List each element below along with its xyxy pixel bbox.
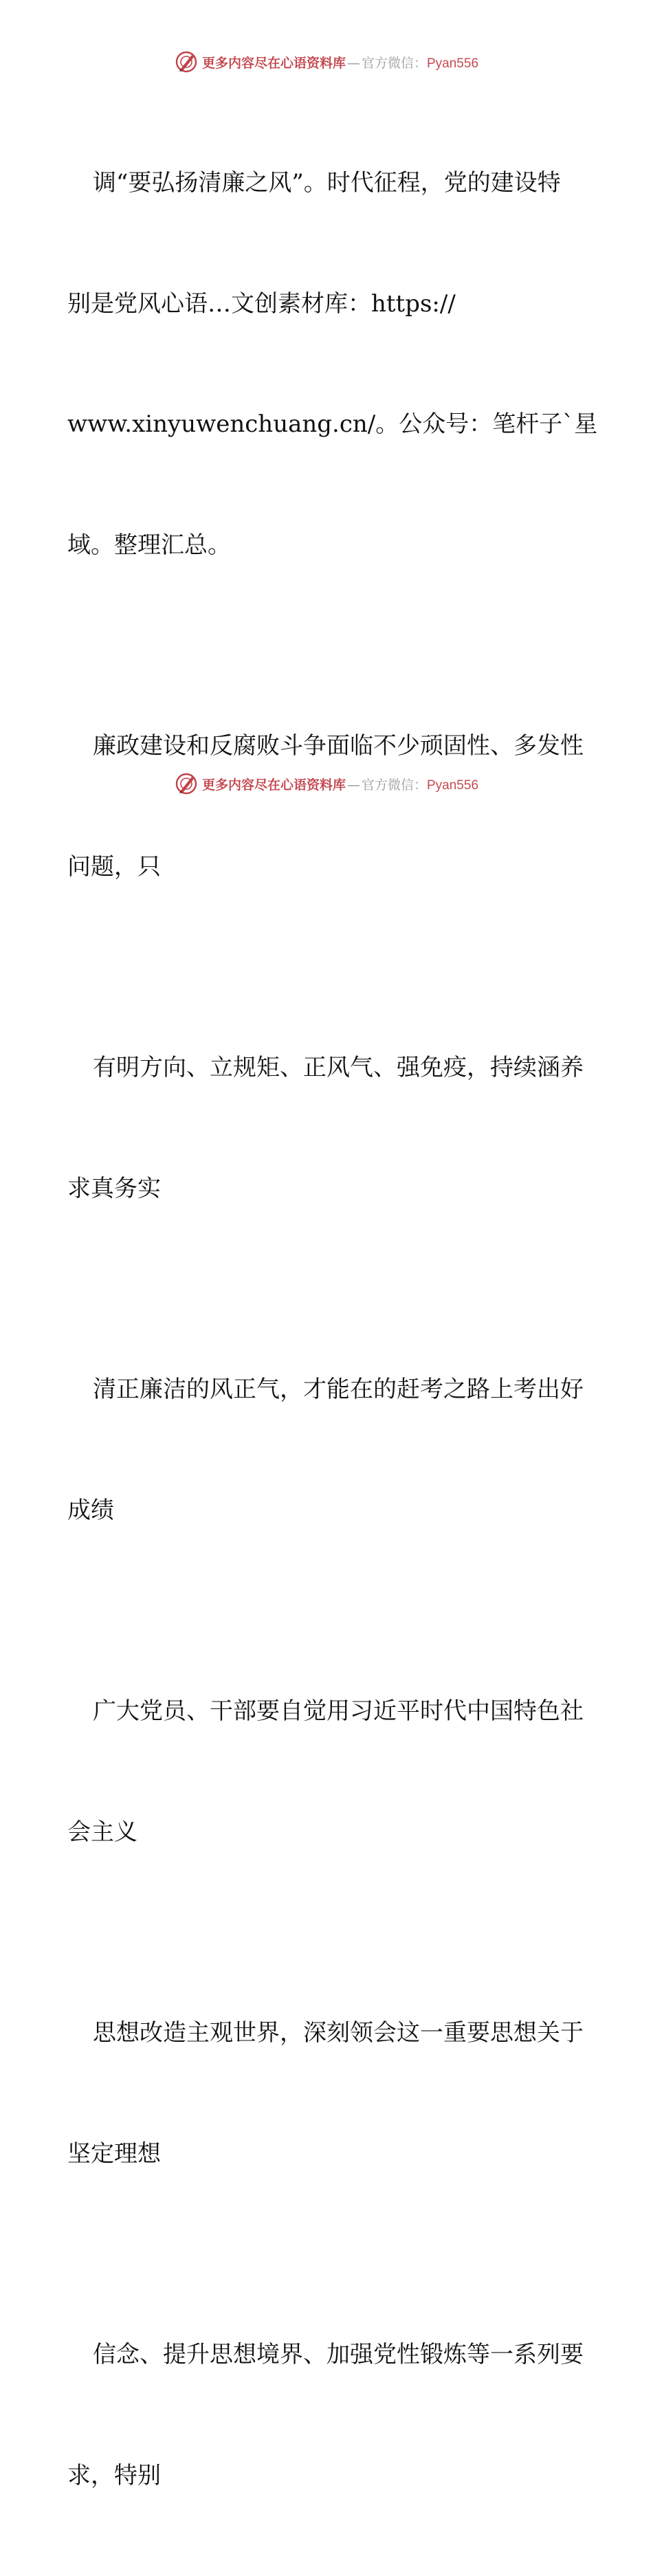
pen-logo-icon bbox=[175, 50, 198, 74]
text-line: 域。整理汇总。 bbox=[67, 531, 231, 559]
text-line: 信念、提升思想境界、加强党性锻炼等一系列要 bbox=[93, 2341, 584, 2368]
pen-logo-icon bbox=[175, 772, 198, 795]
watermark-text bbox=[202, 775, 478, 793]
text-line: 会主义 bbox=[67, 1818, 137, 1846]
text-line: 求真务实 bbox=[67, 1174, 161, 1202]
header-watermark bbox=[0, 48, 653, 76]
text-line: 成绩 bbox=[67, 1496, 114, 1524]
watermark-sub: 官方微信： bbox=[361, 777, 427, 793]
text-line: 问题，只 bbox=[67, 852, 161, 881]
text-line: 清正廉洁的风正气，才能在的赶考之路上考出好 bbox=[93, 1376, 584, 1403]
footer-watermark bbox=[0, 770, 653, 797]
paragraph-3 bbox=[67, 967, 590, 1289]
watermark-separator: — bbox=[346, 55, 360, 71]
text-line: 调“要弘扬清廉之风”。时代征程，党的建设特 bbox=[93, 169, 561, 197]
text-line: 有明方向、立规矩、正风气、强免疫，持续涵养 bbox=[93, 1054, 584, 1081]
paragraph-4 bbox=[67, 1289, 590, 1611]
paragraph-5 bbox=[67, 1611, 590, 1933]
paragraph-1 bbox=[67, 82, 598, 646]
text-line: 廉政建设和反腐败斗争面临不少顽固性、多发性 bbox=[93, 732, 584, 760]
paragraph-2 bbox=[67, 646, 590, 967]
document-body bbox=[67, 82, 598, 2576]
text-line: 广大党员、干部要自觉用习近平时代中国特色社 bbox=[93, 1697, 584, 1725]
watermark-text bbox=[202, 53, 478, 71]
text-line: www.xinyuwenchuang.cn/。公众号：笔杆子`星 bbox=[67, 410, 598, 438]
watermark-main: 更多内容尽在心语资料库 bbox=[201, 55, 346, 71]
paragraph-7 bbox=[67, 2254, 590, 2576]
text-line: 坚定理想 bbox=[67, 2139, 161, 2168]
watermark-id: Pyan556 bbox=[427, 56, 479, 71]
watermark-id: Pyan556 bbox=[427, 778, 479, 793]
text-line: 思想改造主观世界，深刻领会这一重要思想关于 bbox=[93, 2019, 584, 2047]
text-line: 求，特别 bbox=[67, 2461, 161, 2489]
paragraph-6 bbox=[67, 1933, 590, 2254]
watermark-separator: — bbox=[346, 777, 360, 793]
text-line: 别是党风心语…文创素材库：https:// bbox=[67, 289, 456, 318]
watermark-main: 更多内容尽在心语资料库 bbox=[201, 777, 346, 793]
watermark-sub: 官方微信： bbox=[361, 55, 427, 71]
